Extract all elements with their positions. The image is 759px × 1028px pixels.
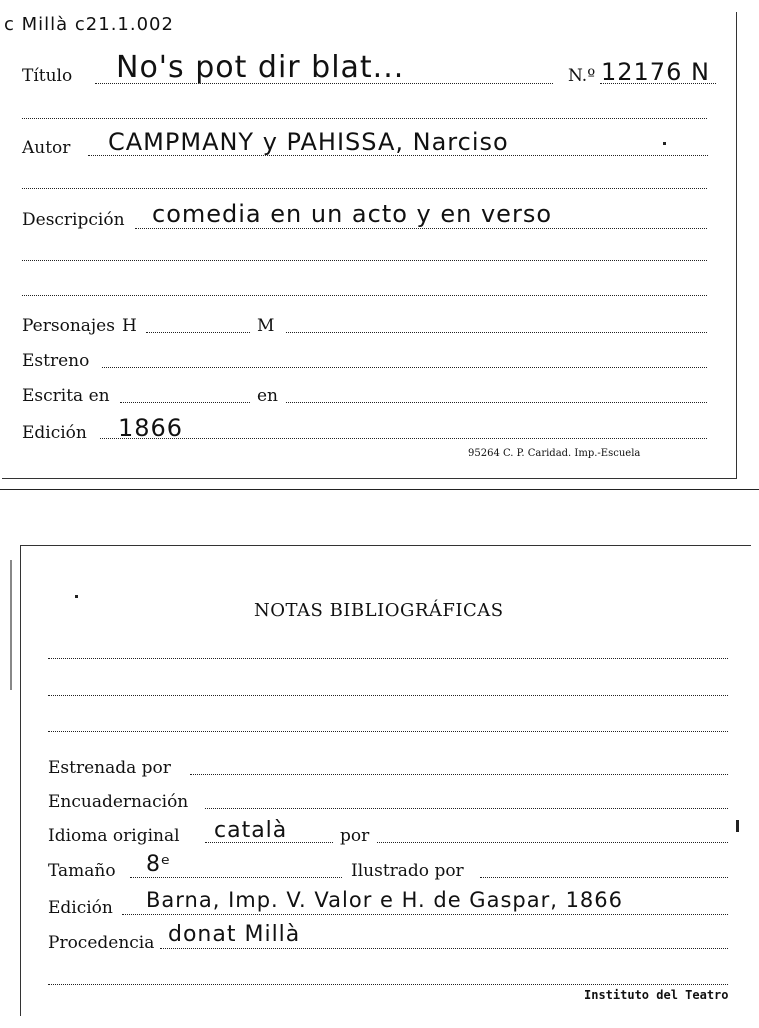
notas-line-1 [48,658,728,659]
autor-value: CAMPMANY y PAHISSA, Narciso [108,128,509,156]
tamano-dotted-line [130,877,342,878]
ilustrado-label: Ilustrado por [351,861,464,881]
autor-second-line [22,188,707,189]
escrita-dotted-line [120,402,250,403]
estreno-dotted-line [102,367,707,368]
tamano-label: Tamaño [48,861,116,881]
numero-label: N.º [568,66,596,86]
edicion2-dotted-line [122,914,728,915]
numero-dotted-line [600,83,716,84]
notas-line-3 [48,731,728,732]
encuadernacion-dotted-line [205,808,728,809]
estrenada-dotted-line [190,774,728,775]
numero-value: 12176 N [601,58,710,86]
notas-heading: NOTAS BIBLIOGRÁFICAS [254,600,504,621]
procedencia-second-line [48,984,728,985]
personajes-m-label: M [257,316,275,336]
idioma-label: Idioma original [48,826,180,846]
escrita-en-dotted-line [286,402,707,403]
descripcion-value: comedia en un acto y en verso [152,200,553,228]
scan-edge-mark [10,560,12,690]
estreno-label: Estreno [22,351,90,371]
personajes-h-label: H [122,316,137,336]
personajes-h-dotted-line [146,332,250,333]
escrita-en-label: en [257,386,279,406]
titulo-value: No's pot dir blat... [116,50,405,85]
printer-imprint: 95264 C. P. Caridad. Imp.-Escuela [468,448,641,459]
descripcion-label: Descripción [22,210,125,230]
escrita-label: Escrita en [22,386,110,406]
procedencia-value: donat Millà [168,922,301,947]
personajes-m-dotted-line [286,332,707,333]
top-handwritten-note: c Millà c21.1.002 [4,14,174,35]
idioma-value: català [214,818,288,843]
notas-line-2 [48,695,728,696]
scan-speck [736,820,739,832]
card-separator-line [0,489,759,490]
estrenada-label: Estrenada por [48,758,171,778]
ilustrado-dotted-line [480,877,728,878]
institution-footer: Instituto del Teatro [584,988,729,1002]
edicion2-value: Barna, Imp. V. Valor e H. de Gaspar, 1866 [146,888,624,912]
titulo-second-line [22,118,707,119]
edicion-label: Edición [22,423,87,443]
edicion-value: 1866 [118,414,184,442]
scan-speck [663,142,666,145]
tamano-value: 8ᵉ [146,852,172,877]
titulo-label: Título [22,66,73,86]
descripcion-second-line [22,260,707,261]
descripcion-third-line [22,295,707,296]
autor-label: Autor [22,138,71,158]
procedencia-dotted-line [160,948,728,949]
scan-speck [75,595,78,598]
idioma-por-dotted-line [377,842,728,843]
encuadernacion-label: Encuadernación [48,792,189,812]
edicion-dotted-line [100,438,707,439]
edicion2-label: Edición [48,898,113,918]
procedencia-label: Procedencia [48,933,155,953]
descripcion-dotted-line [135,228,707,229]
personajes-label: Personajes [22,316,115,336]
idioma-por-label: por [340,826,370,846]
